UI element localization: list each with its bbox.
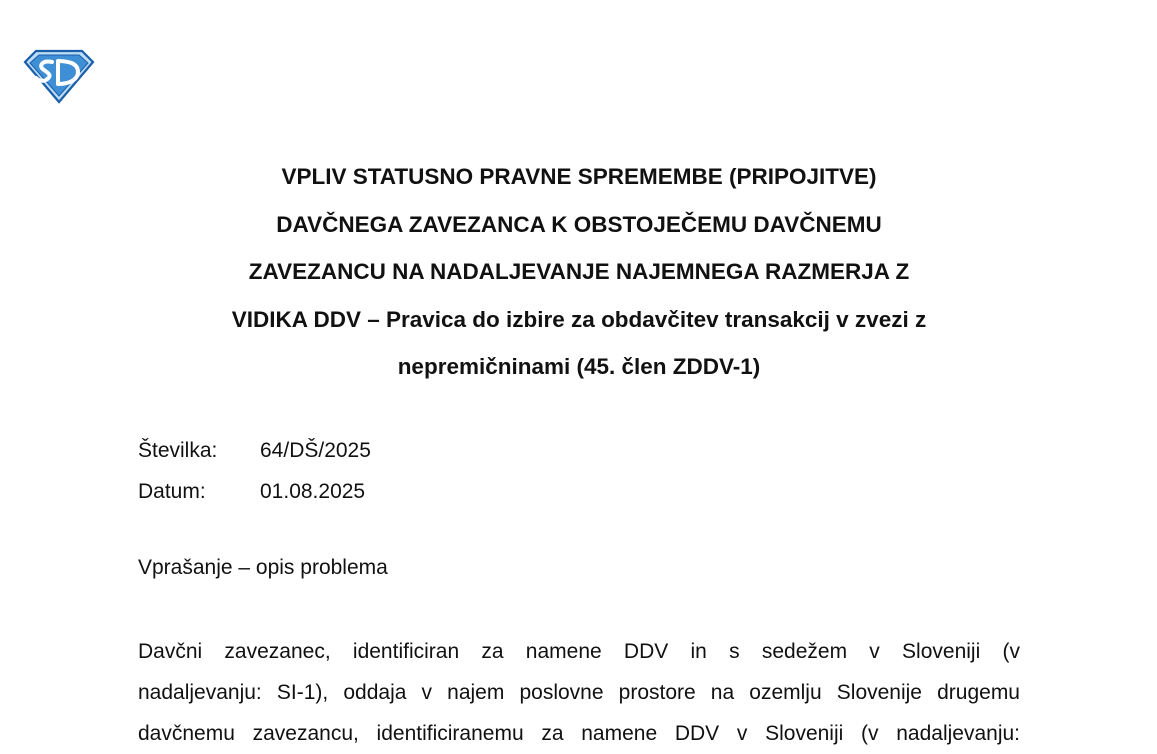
title-line: ZAVEZANCU NA NADALJEVANJE NAJEMNEGA RAZMERJA Z: [248, 259, 910, 284]
title-line: nepremičninami (45. člen ZDDV-1): [397, 354, 761, 379]
body-paragraph: [138, 631, 1020, 754]
document-title: [120, 153, 1038, 391]
title-line: DAVČNEGA ZAVEZANCA K OBSTOJEČEMU DAVČNEMU: [276, 211, 882, 237]
meta-row-date: [138, 471, 371, 512]
title-line: VIDIKA DDV – Pravica do izbire za obdavčitev transakcij v zvezi z: [231, 306, 927, 332]
number-value: 64/DŠ/2025: [260, 439, 371, 462]
body-line: nadaljevanju: SI-1), oddaja v najem poslovne prostore na ozemlju Slovenije drugemu: [138, 681, 1020, 704]
section-heading: Vprašanje – opis problema: [138, 556, 388, 579]
body-line: Davčni zavezanec, identificiran za namene DDV in s sedežem v Sloveniji (v: [138, 640, 1020, 663]
date-value: 01.08.2025: [260, 480, 366, 503]
date-label: Datum:: [138, 480, 206, 503]
document-meta: [138, 430, 371, 512]
sd-shield-logo-icon: [22, 48, 96, 104]
body-line: davčnemu zavezancu, identificiranemu za namene DDV v Sloveniji (v nadaljevanju:: [138, 722, 1020, 745]
number-label: Številka:: [138, 439, 218, 462]
meta-row-number: [138, 430, 371, 471]
title-line: VPLIV STATUSNO PRAVNE SPREMEMBE (PRIPOJITVE): [281, 164, 877, 189]
